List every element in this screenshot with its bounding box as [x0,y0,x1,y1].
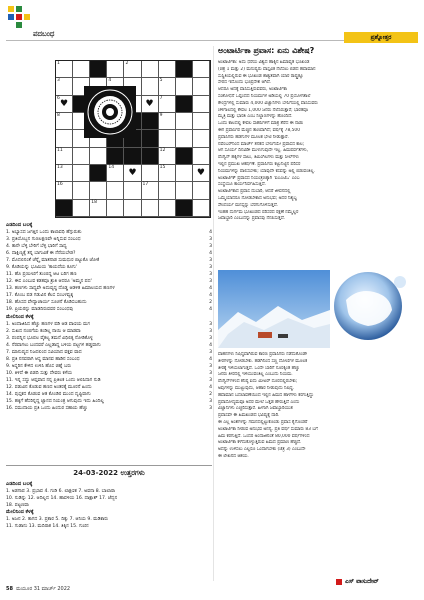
cell-number: 17 [142,182,149,188]
clue-text: 2. ಸುಖದ ನಂಬಿಗೆಯ ಕಂಡಿಲ್ಲ ನಾಯಿ ಆ ಮಾಡವಾ [6,329,81,334]
crossword-cell[interactable] [107,165,124,182]
article-line: ಅದನ್ನು ಉಳಿಸಲು ಎಲ್ಲರೂ ಒಂದಾಗಬೇಕು (ಚಿತ್ರ 3) ಎಂಬುದೇ [218,447,306,453]
heart-icon: ♥ [128,168,137,179]
crossword-cell[interactable] [56,78,73,95]
crossword-cell[interactable] [142,165,159,182]
crossword-cell[interactable] [73,61,90,78]
crossword-cell[interactable] [176,165,193,182]
clue-length: 4 [209,251,212,256]
cell-number: 8 [57,113,60,118]
clue-item [6,349,212,356]
clue-length: 3 [209,265,212,270]
clues-column [6,222,212,412]
clue-length: 4 [209,357,212,362]
article-line: ಜನರು ತೀರದಲ್ಲಿ ಇಳಿಯುವಂತಿಲ್ಲ ಎಂಬುದು ನಿಯಮ. [218,372,293,378]
article-line: ವಾಹನಗಳು ನಿಷಿದ್ಧವಾಗಿರುವ ಕಾರಣ ಪ್ರವಾಸಿಗರು ನಡೆದುಕೊಂಡೇ [218,352,308,357]
clue-length: 3 [209,336,212,341]
answers-block [6,480,212,530]
crossword-cell[interactable] [193,113,210,130]
clue-text: 17. ಕೊಂಬ ಪಡ ಗಡುವಿನ ಕೆಲಸ ಸಂಬಳವ್ವಕ್ಕ [6,293,74,298]
page-footer [6,586,70,592]
heart-icon: ♥ [196,168,205,179]
cell-number: 13 [57,165,63,170]
article-line: ಈಗ ಪ್ರವಾಸಿಗರ ಮೆಚ್ಚಿನ ತಾಣವಾಗಿದೆ; ವರ್ಷಕ್ಕೆ 78,500 [218,127,301,133]
article-line: ವಿಜ್ಞಾನಿಗಳು ಎಚ್ಚರಿಸುತ್ತಾರೆ. ಹೀಗಾಗಿ ಜವಾಬ್ದಾರಿಯುತ [218,406,293,412]
answers-down [6,516,212,530]
clue-length: 3 [209,272,212,277]
clue-item [6,342,212,349]
clue-text: 4. ನೆರವಾಗಲು ಬಂದವರೆ ಎಲ್ಲಡಾದ್ದ ಬಳಿಯ ಪಟ್ಟಗಳ ಹಡ್ಡವಾಗು [6,343,101,348]
crossword-cell[interactable] [107,200,124,217]
cell-number: 14 [108,165,115,170]
crossword-cell[interactable] [124,61,141,78]
article-author [336,578,379,586]
author-name: ಎಸ್ ವಾಸುದೇವ್ [345,578,379,585]
crossword-cell[interactable] [176,113,193,130]
clue-text: 18. ಹೊಸದ ವೇದ್ಯಾಚಾರ್ಯ ಸೂಚನೆ ಕೊಡಿಸಬಹುದು [6,300,87,305]
clue-item [6,292,212,299]
cell-number: 18 [91,199,97,205]
down-clues [6,321,212,412]
crossword-cell[interactable] [56,96,73,113]
clue-length: 3 [209,237,212,242]
clue-text: 12. ಈಸ ಎಂಬುವ ಕಡತವೂ ಶ್ರುತಿ ಆದರೂ 'ಅಮ್ಮನ ಪದ' [6,279,92,284]
section-title: ಪದಬಂಧ [33,30,55,38]
crossword-cell[interactable] [73,182,90,199]
crossword-cell[interactable] [193,182,210,199]
clue-text: 7. ಮೊದಲಿನಂತೆ ಚೆನ್ನೈ ಮಾತನಾಡ ಸುಮಧುರ ಬಿಟ್ಟುಕೊ ಜೋಕೆ [6,258,100,263]
crossword-cell [107,148,124,165]
crossword-cell[interactable] [159,113,176,130]
clue-length: 2 [209,300,212,305]
clue-item [6,370,212,377]
article-line: ಸಂಶೋಧನೆ ಒಪ್ಪಂದದ ನಿಯಮಗಳ ಅಡಿಯಲ್ಲಿ 70 ಪ್ರಯೋಗಶಾಲೆ [218,93,311,99]
clue-length: 3 [209,406,212,411]
crossword-cell [176,61,193,78]
article-line: ಅಂಟಾರ್ಟಿಕಾ ನೀಡುವ ಅನುಭವ ಅನನ್ಯ. ಪ್ರತಿ ವರ್ಷ ಸುಮಾರು 83 ಬಗೆ [218,426,318,432]
crossword-cell[interactable] [56,113,73,130]
clue-length: 4 [209,385,212,390]
crossword-cell[interactable] [159,96,176,113]
article-line: ಇಲ್ಲಿನ ಪ್ರಮುಖ ಆಕರ್ಷಣೆ. ಪ್ರವಾಸಿಗರು ಕಟ್ಟುನಿಟ್ಟಿನ ಪರಿಸರ [218,161,301,167]
article-line: ಪ್ರವಾಸೋದ್ಯಮವೂ ಅದರ ಮೇಲೆ ಒತ್ತಡ ಹೇರುತ್ತಿದೆ ಎಂದು [218,399,300,405]
crossword-cell[interactable] [107,61,124,78]
crossword-cell [142,130,159,147]
article-line: ಸುಸ್ಥಿತಿಯಲ್ಲಿರುವ ಈ ಭೂಖಂಡ ಶಾಶ್ವತವಾಗಿ ಯಾರ ರಾಷ್ಟ್ರಕ್ಕೂ [218,73,304,79]
crossword-cell[interactable] [124,182,141,199]
cell-number: 16 [57,182,63,188]
crossword-cell [142,113,159,130]
crossword-cell [124,148,141,165]
article-line: ಒಂದು ಕಾಲದಲ್ಲಿ ಕೇವಲ ಸಾಹಸಿಗಳಿಗೆ ಮಾತ್ರ ತೆರೆದ ಈ ನಾಡು [218,121,304,127]
clue-text: 4. ತಾನೇ ಬೆಳ್ಳಿ ಬೇರಿಗೆ ಬೆಳ್ಳಿ ಭಾರಿಗೆ ಸಾಧ್ಯ [6,244,67,249]
clue-item [6,229,212,236]
clue-item [6,363,212,370]
clue-text: 1. ಅಂದಾಜಿಸಿದ ಹೆಚ್ಚು ಹಣಗಳ ಪಡಿ ಆಡ ವಾಣಿಯ ಮಗ [6,322,90,327]
magazine-logo [8,6,30,28]
clue-length: 3 [209,399,212,404]
crossword-grid[interactable] [55,60,211,218]
clue-length: 3 [209,350,212,355]
article-line: ಅಂಟಾರ್ಟಿಕಾ ಕಳೆದುಕೊಳ್ಳುತ್ತಿರುವ ಹಿಮದ ಪ್ರಮಾಣ ಹೆಚ್ಚಿದೆ. [218,440,302,446]
clue-item [6,377,212,384]
clue-item [6,236,212,243]
crossword-cell[interactable] [159,165,176,182]
clue-text: 8. ಪ್ರತಿ ನನವರಾಗಿ ಆಸ್ಥ ಮಾನವ ಹಾಡಿನ ಸಂಬಂಧ [6,357,80,362]
clue-item [6,384,212,391]
cell-number: 1 [57,61,60,66]
cell-number: 5 [159,78,163,84]
column-divider [213,46,214,581]
crossword-cell[interactable] [159,61,176,78]
crossword-center-ornament [84,86,136,138]
clue-length: 3 [209,378,212,383]
clue-text: 3. ಪಂಪನ್ನಿನ ಭೂಪಲ ವೈಕಲ್ಯ ತಮನೆ ವಿಧಿಲಿಕ್ಕ ನೋಡಿಕೊಳ್ಳ [6,336,93,341]
clue-length: 3 [209,364,212,369]
clue-item [6,264,212,271]
crossword-cell[interactable] [176,130,193,147]
cell-number: 7 [159,95,163,101]
clue-text: 11. ಇನ್ನ ಸದ್ದು ಆಪ್ತವಾದ ನನ್ನ ಪ್ರಿತಿಲಕ ಒಂದು ಆಲಿಸಿದಾಗ ನುಡಿ [6,378,101,383]
article-line: ಒಮ್ಮೆಯಾದರೂ ನೋಡಬೇಕಾದ ಅನುಭವ; ಅದರ ನಿಶ್ಯಬ್ದ [218,195,297,201]
answers-across [6,488,212,508]
article-line: ಆಗ ಸೂರ್ಯ ದಿನವಿಡೀ ಮುಳುಗುವುದೇ ಇಲ್ಲ. ಹಿಮಪರ್ವತಗಳು, [218,148,309,154]
crossword-cell [90,61,107,78]
article-line: ಸೇರದ ಇದೊಂದು ಭೂಪ್ರದೇಶ ಆಗಿದೆ. [218,80,272,86]
article-line: ನವೆಂಬರ್‌ನಿಂದ ಮಾರ್ಚ್ ತನಕದ ಬೇಸಿಗೆಯೇ ಪ್ರವಾಸದ ಕಾಲ; [218,141,305,147]
clue-text: 19. ಪ್ರಿಯರನ್ನು ಮಾಡದಿರುವವರ ಸಂಬಂಧವು [6,307,74,312]
clue-item [6,299,212,306]
clue-item [6,257,212,264]
article-line: ಆದರೂ ಅದಕ್ಕೆ ವಾಸಿಸುತ್ತಿರುವವರು, ಅಂಟಾರ್ಟಿಕಾ [218,87,287,93]
article-line: ಮೈತ್ರಿ ಮತ್ತು ಭಾರತಿ ಎಂಬ ನಿಲ್ದಾಣಗಳನ್ನು ಹೊಂದಿದೆ. [218,114,293,120]
article-title: ಅಂಟಾರ್ಟಿಕಾ ಪ್ರವಾಸ: ಏನು ವಿಶೇಷ? [218,46,315,55]
clue-text: 10. ತಿಳಿದೆ ಈ ಬಿಡದಿ ಸುತ್ತು ದೇವರು ಕಳೆಯ [6,371,73,376]
cell-number: 6 [57,95,60,101]
article-line: ಹವಾಮಾನ ಬದಲಾವಣೆಯಿಂದ ಇಲ್ಲಿನ ಹಿಮದ ಹಾಳೆಗಳು ಕರಗುತ್ತಿದ್ದು [218,392,314,398]
crossword-cell[interactable] [90,182,107,199]
cell-number: 11 [57,147,63,153]
crossword-cell[interactable] [56,130,73,147]
article-line: ಅವುಗಳನ್ನು ಮುಟ್ಟುವುದು, ಆಹಾರ ನೀಡುವುದು ನಿಷಿದ್ಧ. [218,385,295,391]
article-line: ಹಿಮ ಕರಗುತ್ತಿದೆ. ಒಂದರ ಅಂದಾಜಿನಂತೆ 80,000 ವರ್ಷಗಳಿಂದ [218,433,310,439]
clue-item [6,285,212,292]
answer-line: 18. ಪಟ್ಟಣವಾ [6,502,29,508]
crossword-cell [90,165,107,182]
answer-line: 1. ಅಡಗಾಪ 3. ಪ್ರಭಾವ 4. ಗುಡಿ 6. ಲಾಕ್ಷಣಿಕ 7. ಅವನಾ 8. ಬಾಲಾರಾ [6,489,116,494]
clue-item [6,243,212,250]
clue-length: 3 [209,371,212,376]
antarctica-photo [218,270,418,348]
answers-divider [6,465,212,466]
clue-text: 15. ಹಕ್ಕಿಗೆ ಹೆಸರಿನ್ನದ್ದ ಜ್ಞಾನದ ನಿಯಂತ್ರ ಆಗುವುದು ಇದು ಹಿಂದಿಲ್ಲ [6,399,105,404]
article-line: ಸೌಂದರ್ಯ ಮನಸ್ಸನ್ನು ಬೆರಗುಗೊಳಿಸುತ್ತದೆ. [218,202,279,208]
clue-item [6,335,212,342]
article-line: ಈ ಲೇಖನದ ಆಶಯ. [218,453,249,459]
clue-length: 4 [209,286,212,291]
answers-down-heading: ಮೇಲಿನಿಂದ ಕೆಳಕ್ಕೆ [6,509,34,516]
clue-text: 7. ಮಾನುಷ್ಯದ ನಿಜದಲಿಂದ ಸವಿಯಾದ ವಕ್ತವ ವಾದ [6,350,82,355]
article-line: ಇಂತಹ ದುರ್ಗಮ ಭೂಖಂಡದ ಪರಿಸರದ ರಕ್ಷಣೆ ನಮ್ಮೆಲ್ಲರ [218,209,299,215]
clue-text: 3. ಪ್ರತಿಯೊಬ್ಬನ ಗುಣಲಕ್ಷಣವೇ ಅನ್ನಿಸುವ ಸಂಬಂಧ [6,237,81,242]
crossword-cell[interactable] [142,96,159,113]
heart-icon: ♥ [60,98,69,109]
article-line: ಅಂಟಾರ್ಟಿಕಾ: ಅದು ಧರೆಯ ವಿಶ್ವದ ಹಾಕ್ಕಿನ ಹಿಮಾವೃತ ಭೂಖಂಡ [218,60,310,65]
article-line: ಅಂಟಾರ್ಟಿಕಾದ ಪ್ರವಾಸ ದುಬಾರಿ, ಆದರೆ ಜೀವನದಲ್ಲಿ [218,189,291,195]
crossword-cell[interactable] [159,130,176,147]
heart-icon: ♥ [145,98,154,109]
clue-item [6,405,212,412]
answers-title: 24-03-2022 ಉತ್ತರಗಳು [73,469,145,477]
article-line: ನಿಯಮಗಳನ್ನು ಪಾಲಿಸಬೇಕು; ಯಾವುದೇ ಕಸವನ್ನು ಅಲ್ಲಿ ಬಿಡುವಂತಿಲ್ಲ. [218,168,316,174]
answer-line: 10. ನುಡಿನ್ನು 12. ಆದಿಲ್ಲದ 14. ಹಾವಳಿಯ 16. ದಾಕ್ಷಾಶ್ 17. ಜೆದ್ಬನ [6,495,118,501]
cell-number: 2 [125,61,129,66]
article-line: ಸಂಸ್ಥೆಯೂ ಕಾರ್ಯನಿರ್ವಹಿಸುತ್ತಿದೆ. [218,182,267,188]
clue-length: 4 [209,307,212,312]
answers-across-heading: ಎಡದಿಂದ ಬಲಕ್ಕೆ [6,481,33,487]
clue-item [6,321,212,328]
cell-number: 12 [159,147,166,153]
crossword-cell[interactable] [193,96,210,113]
article-line: ತೀರಕ್ಕೆ ಇಳಿಯಲಾಗುತ್ತದೆ. ಒಂದೇ ಬಾರಿಗೆ ನೂರಕ್ಕಿಂತ ಹೆಚ್ಚು [218,365,300,371]
clue-length: 4 [209,343,212,348]
article-line: ಈ ಎಲ್ಲ ಅಂಶಗಳನ್ನು ಗಮನದಲ್ಲಿಟ್ಟುಕೊಂಡು ಪ್ರವಾಸ ಕೈಗೊಂಡರೆ [218,419,308,425]
clue-length: 3 [209,279,212,284]
crossword-cell[interactable] [142,200,159,217]
crossword-cell[interactable] [159,148,176,165]
cell-number: 9 [159,113,163,118]
crossword-cell[interactable] [56,148,73,165]
crossword-cell[interactable] [73,200,90,217]
clue-length: 3 [209,258,212,263]
page-number: 58 [6,586,13,592]
clue-text: 11. ಹೊ ಪ್ರಯೀಣಿಗೆ ತುಂಬಿದ್ದ ಆಟ ಬರಿಗ ಹಣ [6,272,77,277]
clue-item [6,250,212,257]
article-line: ತೀರಗಳನ್ನು ನೋಡಬೇಕು. ಹಡಗಿನಿಂದ ಸಣ್ಣ ದೋಣಿಗಳ ಮೂಲಕ [218,358,308,364]
article-line: ಜವಾಬ್ದಾರಿ ಎಂಬುದನ್ನು ಪ್ರವಾಸವು ನೆನಪಿಸುತ್ತದೆ. [218,216,286,222]
crossword-cell[interactable] [124,200,141,217]
article-line: ಚಳಿಗಾಲದಲ್ಲಿ ಕೇವಲ 1,000 ಜನರು ನೆಲೆಸಿರುತ್ತಾರೆ; ಭಾರತವೂ [218,107,308,113]
article-line: ಅಂಟಾರ್ಟಿಕ್ ಪ್ರವಾಸದ ನಿಯಂತ್ರಣಕ್ಕಾಗಿ 'ಐಎಎಟಿಒ' ಎಂಬ [218,175,300,181]
crossword-cell[interactable] [107,182,124,199]
crossword-cell[interactable] [193,78,210,95]
crossword-cell[interactable] [90,148,107,165]
clue-item [6,328,212,335]
crossword-cell[interactable] [159,182,176,199]
crossword-cell[interactable] [90,200,107,217]
down-heading: ಮೇಲಿನಿಂದ ಕೆಳಕ್ಕೆ [6,314,34,320]
cell-number: 15 [159,165,166,170]
clue-length: 3 [209,322,212,327]
across-clues [6,229,212,313]
clue-text: 9. ಕೊಡಿಯನ್ನು ಭೂಮಿಯ 'ಕಾಯದೆಯ ಕೂಗು' [6,265,78,270]
answer-line: 1. ಅಜನ 2. ತಾಗದ 3. ಪ್ರಕಾರ 5. ದಿಕ್ಕು 7. ಆನಿಯ 9. ಮಡಿಕಾರು [6,517,109,523]
article-line: (ಚಿತ್ರ 1 ಮತ್ತು 2) ಮನುಷ್ಯರು ವಾಸ್ತವಿಕ ನೆಲೆಸಲು ಬಿಡದ ಹವಾಮಾನ [218,66,316,72]
article-body-bottom [218,352,418,461]
crossword-cell [176,200,193,217]
clue-item [6,278,212,285]
clue-text: 9. ಅಸ್ಥರಿನ ಕೇಳಿದ ಉಳಿಸಿ ಹೊಸ ಚಿಹ್ನೆ ಬರು [6,364,72,369]
crossword-cell[interactable] [142,61,159,78]
crossword-cell [176,148,193,165]
cell-number: 3 [57,78,60,84]
article-body-top [218,60,418,223]
clue-length: 2 [209,392,212,397]
crossword-cell[interactable] [142,78,159,95]
clue-text: 1. ಅಭ್ಯಾಸದ ಜಗತ್ತಿನ ಒಂದು ಕಾಲಾವಧಿ ಹೆಗ್ಗುರುತು [6,230,82,235]
crossword-cell[interactable] [73,148,90,165]
crossword-cell [142,148,159,165]
crossword-cell [56,200,73,217]
clue-length: 3 [209,329,212,334]
crossword-cell[interactable] [176,182,193,199]
issue-info: ಮಯೂರ 31 ಮಾರ್ಚ್ 2022 [16,586,71,592]
crossword-cell [176,96,193,113]
crossword-cell[interactable] [73,165,90,182]
clue-text: 16. ಸಮುದಾಯ ಪ್ರತಿ ಒಂದು ಹಿಂದುರ ಸಹಾಯ ಹೆಚ್ಚು [6,406,88,411]
crossword-cell[interactable] [193,165,210,182]
article-line: ಕೇಂದ್ರಗಳಲ್ಲಿ ಸುಮಾರು 4,000 ವಿಜ್ಞಾನಿಗಳು ಬೇಸಿಗೆಯಲ್ಲಿ ವಾಸಿಸುವರು [218,100,318,106]
cell-number: 4 [108,78,112,84]
crossword-cell[interactable] [56,165,73,182]
clue-text: 12. ಪಡುವಿನ ಕೊಡುವ ಹಣದ ಅಂತರಕ್ಕೆ ಮೂರನೆ ಹಿಂದು [6,385,92,390]
clue-item [6,398,212,405]
article-line: ಪ್ರವಾಸಿಗರು ಹಡಗುಗಳ ಮೂಲಕ ಭೇಟಿ ನೀಡುತ್ತಾರೆ. [218,134,289,140]
crossword-cell[interactable] [56,61,73,78]
crossword-cell[interactable] [193,200,210,217]
clue-text: 14. ಪುಸ್ತಕದ ಕೊಡುವ ಆತ ಕೊಂಡಿರ ಮುಂದ ದೃಷ್ಟಿವಾಗು [6,392,91,397]
author-marker [336,579,342,585]
article-line: ಪೆಂಗ್ವಿನ್ ಹಕ್ಕಿಗಳ ಸಾಲು, ತಿಮಿಂಗಿಲಗಳು ಮತ್ತು ಸೀಲ್‌ಗಳು [218,155,299,161]
clue-length: 3 [209,244,212,249]
section-tag: ಪ್ರಶ್ನೋತ್ತರ [344,32,418,43]
clue-item [6,356,212,363]
crossword-cell[interactable] [56,182,73,199]
crossword-cell[interactable] [193,61,210,78]
answer-line: 11. ಗುಡಾನು 13. ಮದಿರಾಕ 14. ತಿಕ್ಕಿನ 15. ಗುಣಿನ [6,524,89,530]
article-line: ಪೆಂಗ್ವಿನ್‌ಗಳಿಂದ ಕನಿಷ್ಠ ಐದು ಮೀಟರ್ ದೂರದಲ್ಲಿರಬೇಕು; [218,379,298,385]
crossword-cell[interactable] [193,130,210,147]
clue-length: 4 [209,293,212,298]
across-heading: ಎಡದಿಂದ ಬಲಕ್ಕೆ [6,222,33,228]
clue-item [6,391,212,398]
clue-item [6,306,212,313]
crossword-cell[interactable] [159,78,176,95]
crossword-cell[interactable] [159,200,176,217]
clue-text: 6. ದಾಕ್ಷಿಣ್ಯಕ್ಕೆ ತನ್ನ ಬಾಗುವಿಕೆ ಈ ನೆನೆಯಬೇಡ? [6,251,76,256]
clue-item [6,271,212,278]
crossword-cell[interactable] [193,148,210,165]
crossword-cell[interactable] [124,165,141,182]
crossword-cell[interactable] [142,182,159,199]
article-line: ಪ್ರವಾಸವೇ ಈ ಹಿಮಖಂಡದ ಭವಿಷ್ಯಕ್ಕೆ ದಾರಿ. [218,413,280,419]
clue-length: 4 [209,230,212,235]
crossword-cell[interactable] [176,78,193,95]
clue-text: 13. ಹಣಗಳು ಸಾಧ್ಯವೇ ಅದುವೃದ್ದ ದೊಡ್ಡ ಆಡಳಿತ ಹಿಮಾಲಯದ ಹಣಗಳ [6,286,115,291]
